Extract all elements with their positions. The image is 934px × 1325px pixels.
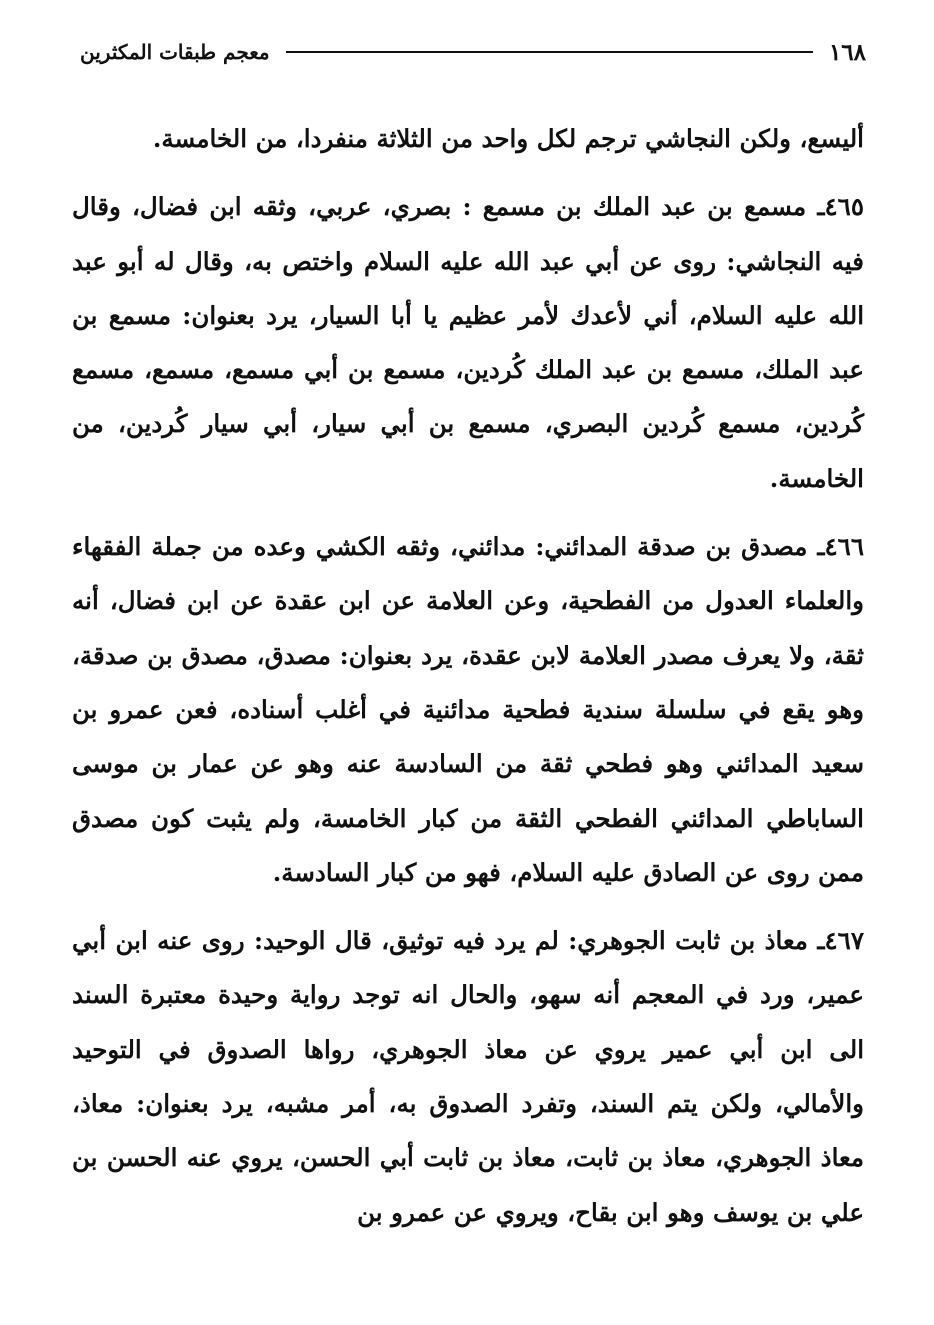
- entry-466: [72, 520, 864, 900]
- entry-heading: ٤٦٦ـ مصدق بن صدقة المدائني:: [535, 532, 864, 562]
- entry-text: لم يرد فيه توثيق، قال الوحيد: روى عنه ابن أبي عمير، ورد في المعجم أنه سهو، والحال انه توجد رواية وحيدة معتبرة السند الى ابن أبي عمير يروي عن معاذ الجوهري، رواها الصدوق في التوحيد والأمالي، ولكن يتم السند، وتفرد الصدوق به، أمر مشبه، يرد بعنوان: معاذ، معاذ الجوهري، معاذ بن ثابت، معاذ بن ثابت أبي الحسن، يروي عنه الحسن بن علي بن يوسف وهو ابن بقاح، ويروي عن عمرو بن: [72, 926, 864, 1227]
- entry-heading: ٤٦٧ـ معاذ بن ثابت الجوهري:: [568, 926, 864, 956]
- entry-text: مدائني، وثقه الكشي وعده من جملة الفقهاء والعلماء العدول من الفطحية، وعن العلامة عن ابن عقدة عن ابن فضال، أنه ثقة، ولا يعرف مصدر العلامة لابن عقدة، يرد بعنوان: مصدق، مصدق بن صدقة، وهو يقع في سلسلة سندية فطحية مدائنية في أغلب أسناده، فعن عمرو بن سعيد المدائني وهو فطحي ثقة من السادسة عنه وهو عن عمار بن موسى الساباطي المدائني الفطحي الثقة من كبار الخامسة، ولم يثبت كون مصدق ممن روى عن الصادق عليه السلام، فهو من كبار السادسة.: [72, 532, 864, 887]
- page-number: ١٦٨: [828, 38, 866, 66]
- header-rule: [286, 51, 813, 53]
- book-title: معجم طبقات المكثرين: [80, 40, 270, 64]
- paragraph-text: أليسع، ولكن النجاشي ترجم لكل واحد من الثلاثة منفردا، من الخامسة.: [152, 124, 864, 153]
- running-header: [80, 34, 866, 70]
- entry-467: [72, 914, 864, 1240]
- paragraph-continuation: [72, 112, 864, 166]
- entry-465: [72, 180, 864, 506]
- entry-heading: ٤٦٥ـ مسمع بن عبد الملك بن مسمع :: [462, 192, 864, 222]
- main-text: [72, 112, 864, 1254]
- entry-text: بصري، عربي، وثقه ابن فضال، وقال فيه النجاشي: روى عن أبي عبد الله عليه السلام واختص به، وقال له أبو عبد الله عليه السلام، أني لأعدك لأمر عظيم يا أبا السيار، يرد بعنوان: مسمع بن عبد الملك، مسمع بن عبد الملك كُردين، مسمع بن أبي مسمع، مسمع، مسمع كُردين، مسمع كُردين البصري، مسمع بن أبي سيار، أبي سيار كُردين، من الخامسة.: [72, 192, 864, 493]
